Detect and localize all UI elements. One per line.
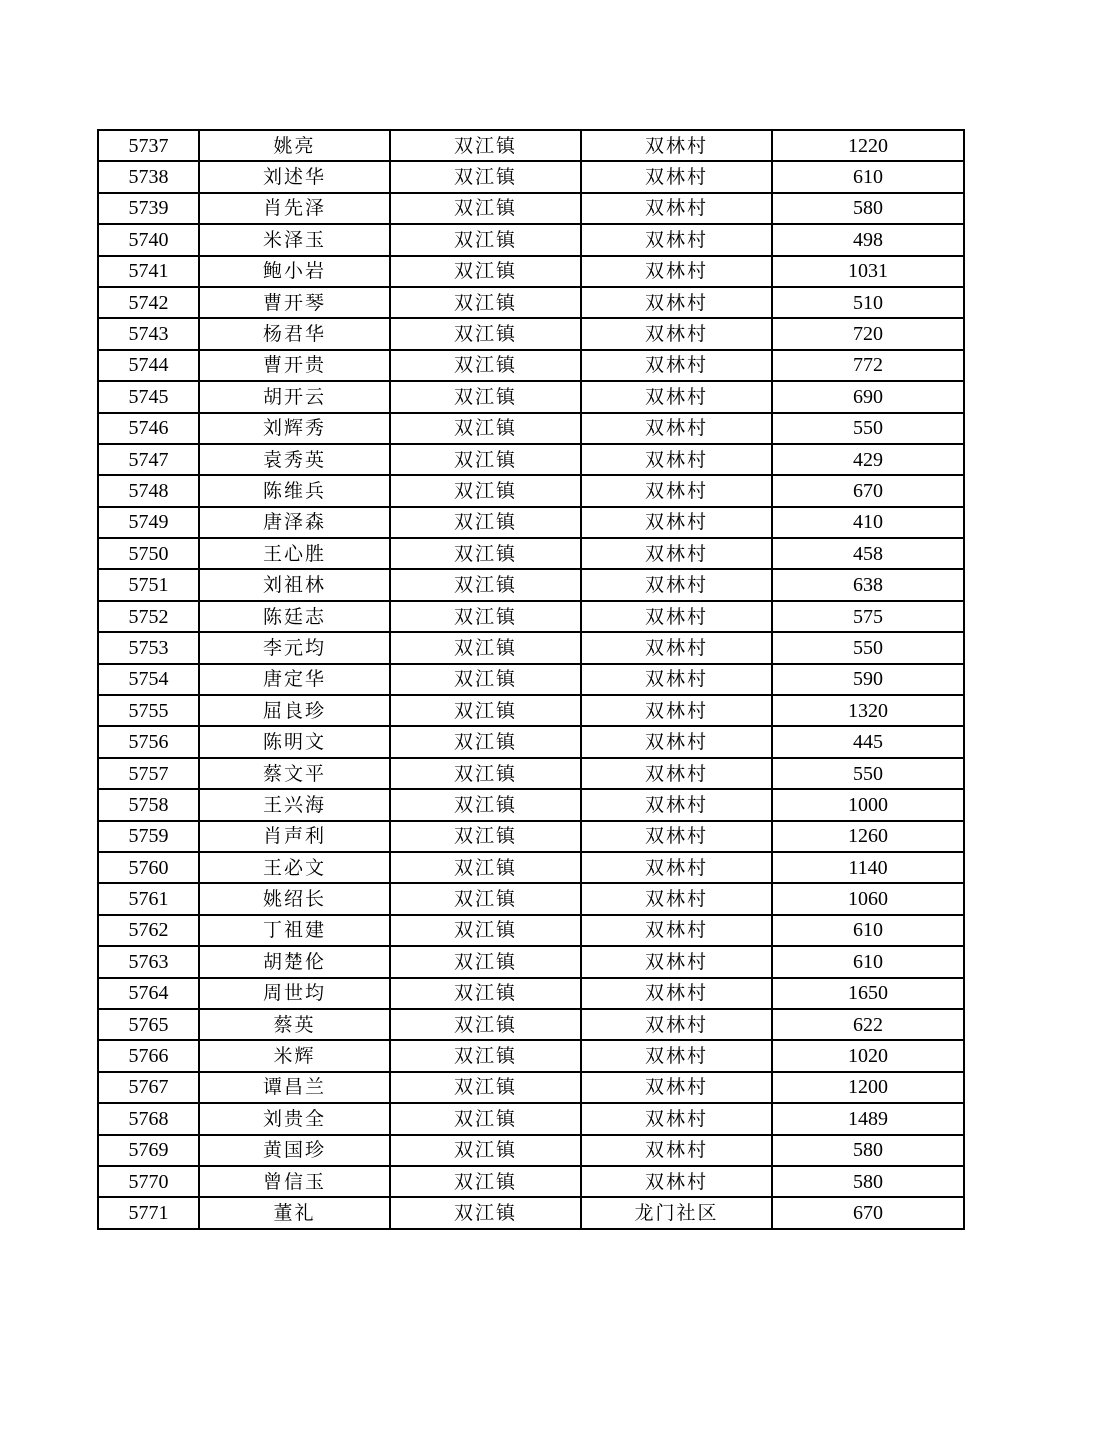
- town-cell: 双江镇: [390, 161, 581, 192]
- town-cell: 双江镇: [390, 695, 581, 726]
- amount-cell: 1320: [772, 695, 964, 726]
- amount-cell: 772: [772, 350, 964, 381]
- name-cell: 鲍小岩: [199, 256, 390, 287]
- amount-cell: 1260: [772, 821, 964, 852]
- amount-cell: 1489: [772, 1103, 964, 1134]
- town-cell: 双江镇: [390, 978, 581, 1009]
- village-cell: 双林村: [581, 1040, 772, 1071]
- town-cell: 双江镇: [390, 1040, 581, 1071]
- village-cell: 双林村: [581, 350, 772, 381]
- amount-cell: 575: [772, 601, 964, 632]
- serial-number-cell: 5738: [98, 161, 199, 192]
- town-cell: 双江镇: [390, 413, 581, 444]
- amount-cell: 610: [772, 915, 964, 946]
- table-row: [98, 852, 964, 883]
- village-cell: 双林村: [581, 256, 772, 287]
- name-cell: 蔡英: [199, 1009, 390, 1040]
- town-cell: 双江镇: [390, 256, 581, 287]
- amount-cell: 550: [772, 632, 964, 663]
- name-cell: 王心胜: [199, 538, 390, 569]
- town-cell: 双江镇: [390, 381, 581, 412]
- serial-number-cell: 5753: [98, 632, 199, 663]
- name-cell: 陈明文: [199, 726, 390, 757]
- town-cell: 双江镇: [390, 1072, 581, 1103]
- town-cell: 双江镇: [390, 193, 581, 224]
- amount-cell: 1000: [772, 789, 964, 820]
- table-row: [98, 1009, 964, 1040]
- name-cell: 董礼: [199, 1197, 390, 1228]
- serial-number-cell: 5752: [98, 601, 199, 632]
- serial-number-cell: 5742: [98, 287, 199, 318]
- serial-number-cell: 5769: [98, 1135, 199, 1166]
- serial-number-cell: 5759: [98, 821, 199, 852]
- table-row: [98, 413, 964, 444]
- table-row: [98, 381, 964, 412]
- serial-number-cell: 5756: [98, 726, 199, 757]
- village-cell: 双林村: [581, 915, 772, 946]
- town-cell: 双江镇: [390, 1103, 581, 1134]
- table-row: [98, 1135, 964, 1166]
- name-cell: 曹开琴: [199, 287, 390, 318]
- name-cell: 肖先泽: [199, 193, 390, 224]
- table-row: [98, 287, 964, 318]
- amount-cell: 1020: [772, 1040, 964, 1071]
- town-cell: 双江镇: [390, 569, 581, 600]
- town-cell: 双江镇: [390, 601, 581, 632]
- village-cell: 双林村: [581, 569, 772, 600]
- amount-cell: 622: [772, 1009, 964, 1040]
- amount-cell: 498: [772, 224, 964, 255]
- serial-number-cell: 5744: [98, 350, 199, 381]
- town-cell: 双江镇: [390, 224, 581, 255]
- village-cell: 双林村: [581, 726, 772, 757]
- serial-number-cell: 5748: [98, 475, 199, 506]
- village-cell: 双林村: [581, 224, 772, 255]
- village-cell: 双林村: [581, 475, 772, 506]
- serial-number-cell: 5767: [98, 1072, 199, 1103]
- town-cell: 双江镇: [390, 444, 581, 475]
- village-cell: 双林村: [581, 695, 772, 726]
- table-row: [98, 695, 964, 726]
- name-cell: 姚亮: [199, 130, 390, 161]
- town-cell: 双江镇: [390, 664, 581, 695]
- town-cell: 双江镇: [390, 758, 581, 789]
- table-row: [98, 507, 964, 538]
- table-row: [98, 789, 964, 820]
- village-cell: 双林村: [581, 444, 772, 475]
- village-cell: 双林村: [581, 601, 772, 632]
- name-cell: 唐泽森: [199, 507, 390, 538]
- village-cell: 双林村: [581, 318, 772, 349]
- town-cell: 双江镇: [390, 632, 581, 663]
- serial-number-cell: 5741: [98, 256, 199, 287]
- serial-number-cell: 5758: [98, 789, 199, 820]
- town-cell: 双江镇: [390, 287, 581, 318]
- town-cell: 双江镇: [390, 915, 581, 946]
- name-cell: 王必文: [199, 852, 390, 883]
- name-cell: 唐定华: [199, 664, 390, 695]
- amount-cell: 580: [772, 1166, 964, 1197]
- amount-cell: 670: [772, 1197, 964, 1228]
- amount-cell: 610: [772, 161, 964, 192]
- name-cell: 陈廷志: [199, 601, 390, 632]
- amount-cell: 690: [772, 381, 964, 412]
- amount-cell: 580: [772, 1135, 964, 1166]
- name-cell: 杨君华: [199, 318, 390, 349]
- amount-cell: 458: [772, 538, 964, 569]
- serial-number-cell: 5771: [98, 1197, 199, 1228]
- town-cell: 双江镇: [390, 1009, 581, 1040]
- village-cell: 双林村: [581, 946, 772, 977]
- village-cell: 双林村: [581, 161, 772, 192]
- name-cell: 胡开云: [199, 381, 390, 412]
- serial-number-cell: 5751: [98, 569, 199, 600]
- village-cell: 双林村: [581, 1103, 772, 1134]
- name-cell: 蔡文平: [199, 758, 390, 789]
- table-row: [98, 224, 964, 255]
- amount-cell: 510: [772, 287, 964, 318]
- town-cell: 双江镇: [390, 130, 581, 161]
- name-cell: 米泽玉: [199, 224, 390, 255]
- amount-cell: 1650: [772, 978, 964, 1009]
- village-cell: 双林村: [581, 1009, 772, 1040]
- name-cell: 周世均: [199, 978, 390, 1009]
- table-row: [98, 350, 964, 381]
- serial-number-cell: 5770: [98, 1166, 199, 1197]
- amount-cell: 1200: [772, 1072, 964, 1103]
- serial-number-cell: 5760: [98, 852, 199, 883]
- amount-cell: 1060: [772, 883, 964, 914]
- serial-number-cell: 5750: [98, 538, 199, 569]
- serial-number-cell: 5747: [98, 444, 199, 475]
- village-cell: 双林村: [581, 507, 772, 538]
- serial-number-cell: 5762: [98, 915, 199, 946]
- table-row: [98, 601, 964, 632]
- village-cell: 双林村: [581, 883, 772, 914]
- town-cell: 双江镇: [390, 1197, 581, 1228]
- table-row: [98, 256, 964, 287]
- serial-number-cell: 5743: [98, 318, 199, 349]
- table-row: [98, 1197, 964, 1228]
- village-cell: 双林村: [581, 1072, 772, 1103]
- amount-cell: 1220: [772, 130, 964, 161]
- name-cell: 刘述华: [199, 161, 390, 192]
- table-row: [98, 883, 964, 914]
- amount-cell: 610: [772, 946, 964, 977]
- amount-cell: 445: [772, 726, 964, 757]
- serial-number-cell: 5746: [98, 413, 199, 444]
- village-cell: 双林村: [581, 852, 772, 883]
- village-cell: 双林村: [581, 1135, 772, 1166]
- amount-cell: 1140: [772, 852, 964, 883]
- serial-number-cell: 5737: [98, 130, 199, 161]
- table-row: [98, 978, 964, 1009]
- village-cell: 双林村: [581, 130, 772, 161]
- village-cell: 双林村: [581, 789, 772, 820]
- town-cell: 双江镇: [390, 1135, 581, 1166]
- village-cell: 双林村: [581, 758, 772, 789]
- town-cell: 双江镇: [390, 1166, 581, 1197]
- name-cell: 谭昌兰: [199, 1072, 390, 1103]
- table-row: [98, 318, 964, 349]
- town-cell: 双江镇: [390, 507, 581, 538]
- serial-number-cell: 5739: [98, 193, 199, 224]
- name-cell: 刘贵全: [199, 1103, 390, 1134]
- amount-cell: 638: [772, 569, 964, 600]
- name-cell: 王兴海: [199, 789, 390, 820]
- amount-cell: 550: [772, 413, 964, 444]
- village-cell: 双林村: [581, 1166, 772, 1197]
- village-cell: 龙门社区: [581, 1197, 772, 1228]
- village-cell: 双林村: [581, 413, 772, 444]
- serial-number-cell: 5765: [98, 1009, 199, 1040]
- serial-number-cell: 5761: [98, 883, 199, 914]
- table-row: [98, 1072, 964, 1103]
- village-cell: 双林村: [581, 381, 772, 412]
- table-row: [98, 915, 964, 946]
- table-row: [98, 475, 964, 506]
- village-cell: 双林村: [581, 287, 772, 318]
- table-row: [98, 1040, 964, 1071]
- table-row: [98, 1166, 964, 1197]
- table-row: [98, 444, 964, 475]
- amount-cell: 720: [772, 318, 964, 349]
- village-cell: 双林村: [581, 978, 772, 1009]
- serial-number-cell: 5768: [98, 1103, 199, 1134]
- town-cell: 双江镇: [390, 946, 581, 977]
- serial-number-cell: 5764: [98, 978, 199, 1009]
- village-cell: 双林村: [581, 821, 772, 852]
- town-cell: 双江镇: [390, 821, 581, 852]
- village-cell: 双林村: [581, 664, 772, 695]
- name-cell: 刘辉秀: [199, 413, 390, 444]
- name-cell: 肖声利: [199, 821, 390, 852]
- town-cell: 双江镇: [390, 883, 581, 914]
- amount-cell: 580: [772, 193, 964, 224]
- amount-cell: 550: [772, 758, 964, 789]
- amount-cell: 429: [772, 444, 964, 475]
- serial-number-cell: 5740: [98, 224, 199, 255]
- table-row: [98, 1103, 964, 1134]
- village-cell: 双林村: [581, 632, 772, 663]
- name-cell: 李元均: [199, 632, 390, 663]
- amount-cell: 1031: [772, 256, 964, 287]
- town-cell: 双江镇: [390, 726, 581, 757]
- name-cell: 曹开贵: [199, 350, 390, 381]
- town-cell: 双江镇: [390, 350, 581, 381]
- town-cell: 双江镇: [390, 475, 581, 506]
- serial-number-cell: 5754: [98, 664, 199, 695]
- table-row: [98, 726, 964, 757]
- table-row: [98, 538, 964, 569]
- name-cell: 丁祖建: [199, 915, 390, 946]
- table-row: [98, 664, 964, 695]
- serial-number-cell: 5766: [98, 1040, 199, 1071]
- table-row: [98, 569, 964, 600]
- name-cell: 黄国珍: [199, 1135, 390, 1166]
- amount-cell: 590: [772, 664, 964, 695]
- table-row: [98, 632, 964, 663]
- serial-number-cell: 5745: [98, 381, 199, 412]
- name-cell: 屈良珍: [199, 695, 390, 726]
- name-cell: 陈维兵: [199, 475, 390, 506]
- table-row: [98, 193, 964, 224]
- records-table-body: [98, 130, 964, 1229]
- town-cell: 双江镇: [390, 538, 581, 569]
- name-cell: 曾信玉: [199, 1166, 390, 1197]
- town-cell: 双江镇: [390, 852, 581, 883]
- serial-number-cell: 5755: [98, 695, 199, 726]
- table-row: [98, 821, 964, 852]
- table-row: [98, 758, 964, 789]
- name-cell: 姚绍长: [199, 883, 390, 914]
- table-row: [98, 946, 964, 977]
- name-cell: 袁秀英: [199, 444, 390, 475]
- town-cell: 双江镇: [390, 789, 581, 820]
- serial-number-cell: 5763: [98, 946, 199, 977]
- amount-cell: 410: [772, 507, 964, 538]
- village-cell: 双林村: [581, 538, 772, 569]
- records-table: [97, 129, 965, 1230]
- name-cell: 刘祖林: [199, 569, 390, 600]
- town-cell: 双江镇: [390, 318, 581, 349]
- table-row: [98, 161, 964, 192]
- village-cell: 双林村: [581, 193, 772, 224]
- serial-number-cell: 5757: [98, 758, 199, 789]
- name-cell: 胡楚伦: [199, 946, 390, 977]
- serial-number-cell: 5749: [98, 507, 199, 538]
- name-cell: 米辉: [199, 1040, 390, 1071]
- amount-cell: 670: [772, 475, 964, 506]
- table-row: [98, 130, 964, 161]
